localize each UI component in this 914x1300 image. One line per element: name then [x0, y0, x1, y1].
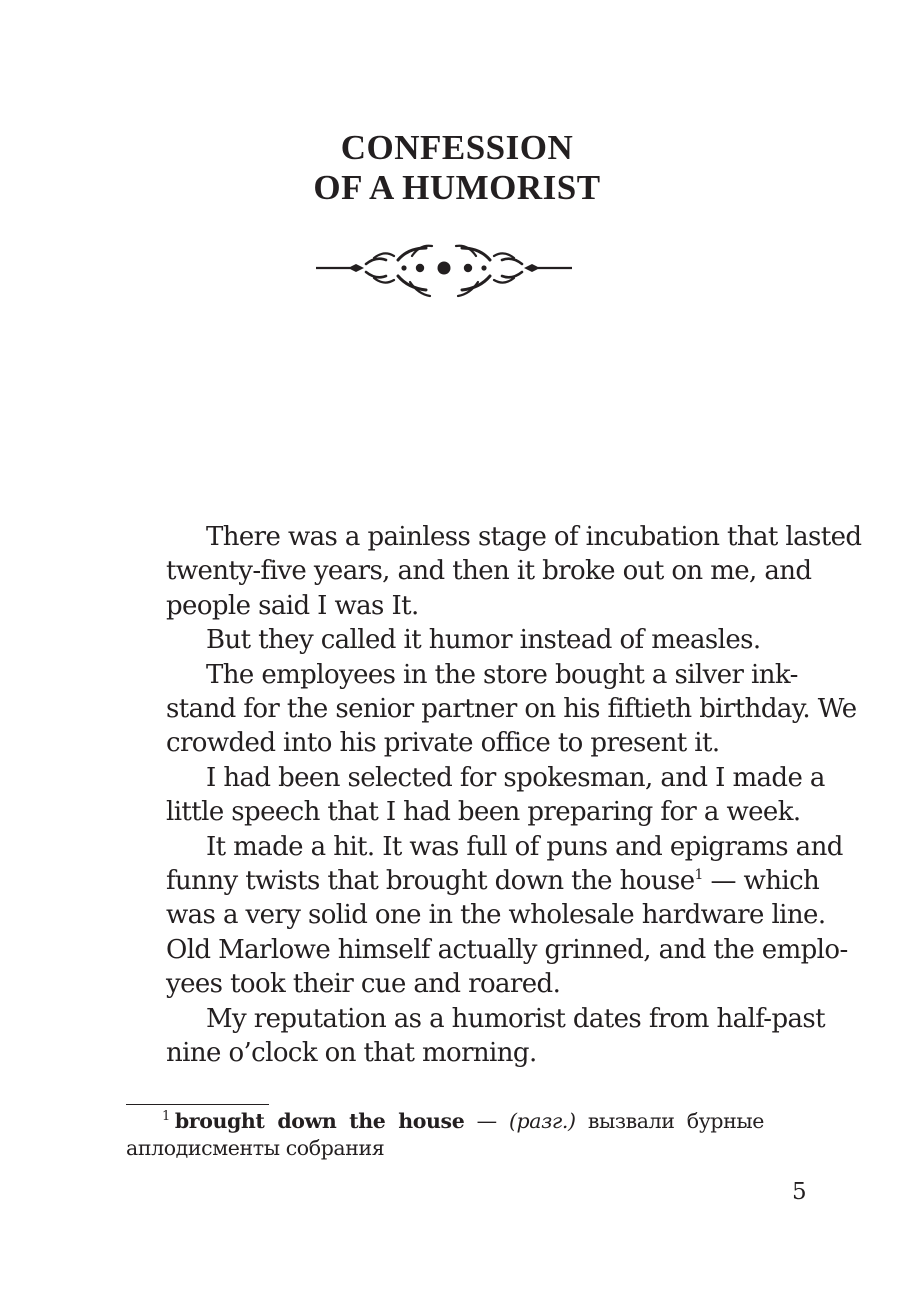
text-line: was a very solid one in the wholesale hardware line.: [166, 900, 826, 931]
text-line: little speech that I had been preparing for a week.: [166, 797, 801, 828]
footnote-line: аплодисменты собрания: [126, 1136, 385, 1160]
page-number: 5: [792, 1179, 807, 1205]
footnote-reference[interactable]: 1: [694, 867, 703, 884]
text-line: It made a hit. It was full of puns and epigrams and: [206, 831, 843, 862]
text-line: But they called it humor instead of measles.: [206, 625, 761, 656]
text-segment: — which: [710, 866, 820, 897]
paragraph: [126, 623, 764, 657]
footnote-divider: [126, 1104, 269, 1105]
text-line: nine o’clock on that morning.: [166, 1038, 537, 1069]
text-line: Old Marlowe himself actually grinned, and the emplo-: [166, 934, 848, 965]
paragraph: [126, 761, 825, 830]
footnote-term: brought down the house: [174, 1109, 465, 1133]
text-line: yees took their cue and roared.: [166, 969, 561, 1000]
paragraph: [126, 1002, 826, 1071]
text-line: My reputation as a humorist dates from half-past: [206, 1003, 826, 1034]
footnote-note: (разг.): [508, 1109, 576, 1133]
text-segment: funny twists that brought down the house: [166, 866, 695, 897]
footnote-dash: —: [476, 1109, 497, 1133]
text-line: people said I was It.: [166, 590, 419, 621]
footnote-line: [126, 1108, 764, 1135]
text-line: stand for the senior partner on his fiftieth birthday. We: [166, 694, 857, 725]
paragraph: [126, 658, 857, 761]
text-line-with-footnote: [126, 864, 820, 898]
chapter-title-line-1: CONFESSION: [340, 128, 574, 167]
text-line: There was a painless stage of incubation that lasted: [206, 522, 862, 552]
text-line: The employees in the store bought a silver ink-: [206, 659, 798, 690]
chapter-title-line-2: OF A HUMORIST: [313, 168, 601, 207]
decorative-flourish-icon: [312, 240, 576, 300]
paragraph: [126, 830, 848, 1002]
footnote-number: 1: [162, 1109, 170, 1124]
text-line: twenty-five years, and then it broke out on me, and: [166, 556, 812, 587]
text-line: crowded into his private office to present it.: [166, 728, 720, 759]
footnote: [126, 1108, 764, 1162]
text-line: I had been selected for spokesman, and I made a: [206, 762, 825, 793]
footnote-translation: вызвали бурные: [587, 1109, 764, 1133]
paragraph: [126, 520, 862, 623]
story-body: [126, 520, 862, 1071]
